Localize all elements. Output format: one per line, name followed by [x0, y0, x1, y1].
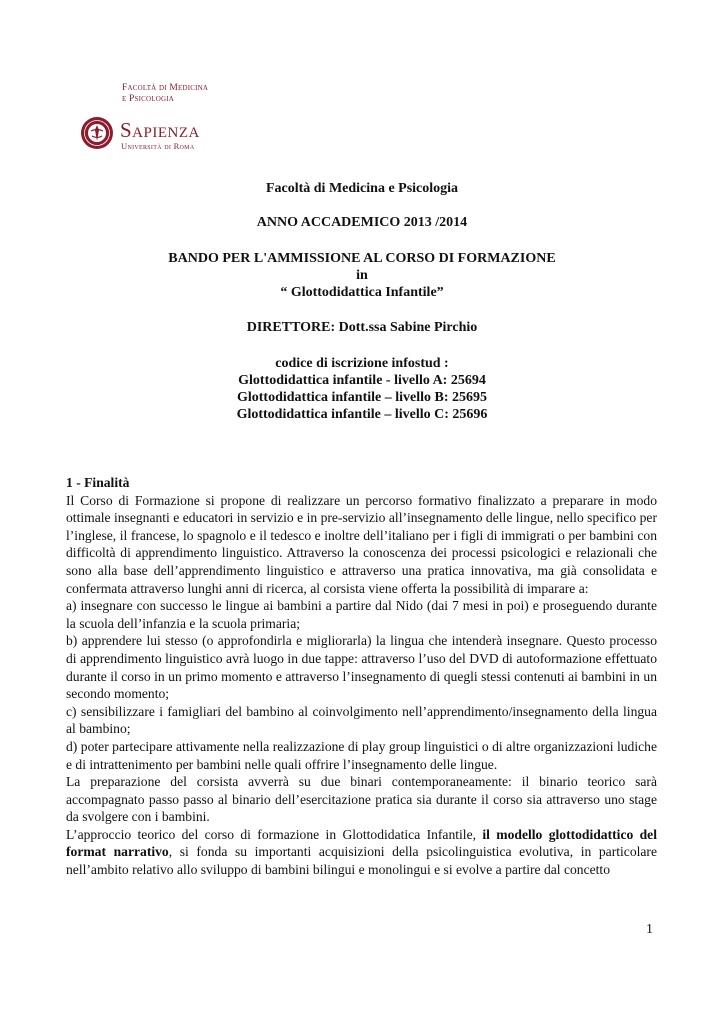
- list-item-c: c) sensibilizzare i famigliari del bambino al coinvolgimento nell’apprendimento/insegnamento della lingua al bambino;: [66, 703, 657, 737]
- bando-in: in: [356, 268, 368, 283]
- university-logo: [80, 83, 260, 163]
- academic-year: ANNO ACCADEMICO 2013 /2014: [256, 215, 468, 230]
- paragraph-intro: Il Corso di Formazione si propone di realizzare un percorso formativo finalizzato a preparare in modo ottimale insegnanti e educatori in servizio e in pre-servizio all’insegnamento delle lingue, nello specifico per l’inglese, il francese, lo spagnolo e il tedesco e inoltre dell’italiano per i figli di immigrati o per bambini con difficoltà di apprendimento linguistico. Attraverso la conoscenza dei processi psicologici e relazionali che sono alla base dell’apprendimento linguistico e attraverso una pratica innovativa, ma già consolidata e confermata attraverso lunghi anni di ricerca, al corsista viene offerta la possibilità di imparare a:: [66, 492, 657, 596]
- list-item-d: d) poter partecipare attivamente nella realizzazione di play group linguistici o di altre organizzazioni ludiche e di intrattenimento per bambini nelle quali offrire l’insegnamento delle lingue.: [66, 738, 657, 772]
- page-number: 1: [646, 922, 653, 937]
- paragraph-preparazione: La preparazione del corsista avverrà su due binari contemporaneamente: il binario teorico sarà accompagnato passo passo al binario dell’esercitazione pratica sia durante il corso sia attraverso uno stage da svolgere con i bambini.: [66, 774, 657, 825]
- code-level-b: Glottodidattica infantile – livello B: 25695: [236, 390, 488, 405]
- faculty-line-2: e Psicologia: [122, 94, 175, 104]
- code-level-c: Glottodidattica infantile – livello C: 25696: [236, 407, 488, 422]
- list-item-b: b) apprendere lui stesso (o approfondirla e migliorarla) la lingua che intenderà insegnare. Questo processo di apprendimento linguistico avrà luogo in due tappe: attraverso l’uso del DVD di autoformazione effettuato durante il corso in un primo momento e attraverso l’insegnamento di quegli stessi contenuti ai bambini in un secondo momento;: [66, 633, 657, 702]
- faculty-title: Facoltà di Medicina e Psicologia: [265, 181, 459, 196]
- logo-name: Sapienza: [120, 118, 200, 142]
- logo-university: Università di Roma: [121, 141, 195, 151]
- bando-title: BANDO PER L'AMMISSIONE AL CORSO DI FORMAZIONE: [168, 251, 556, 266]
- section-finalita: [66, 474, 657, 879]
- code-level-a: Glottodidattica infantile - livello A: 25694: [238, 373, 486, 388]
- section-heading: 1 - Finalità: [66, 475, 130, 490]
- code-title: codice di iscrizione infostud :: [275, 356, 449, 371]
- list-item-a: a) insegnare con successo le lingue ai bambini a partire dal Nido (dai 7 mesi in poi) e proseguendo durante la scuola dell’infanzia e la scuola primaria;: [66, 598, 657, 631]
- faculty-line-1: Facoltà di Medicina: [122, 83, 209, 93]
- approccio-start: L’approccio teorico del corso di formazione in Glottodidatica Infantile,: [66, 826, 483, 842]
- approccio-end: , si fonda su importanti acquisizioni della psicolinguistica evolutiva, in particolare nell’ambito relativo allo sviluppo di bambini bilingui e monolingui e si evolve a partire dal concetto: [66, 844, 657, 878]
- director: DIRETTORE: Dott.ssa Sabine Pirchio: [246, 320, 478, 335]
- approccio-bold: il modello glottodidattico del format narrativo: [66, 826, 657, 860]
- faculty-label: [122, 83, 208, 105]
- sapienza-seal-icon: [80, 116, 114, 150]
- paragraph-approccio: [66, 826, 657, 879]
- course-title: “ Glottodidattica Infantile”: [280, 285, 444, 300]
